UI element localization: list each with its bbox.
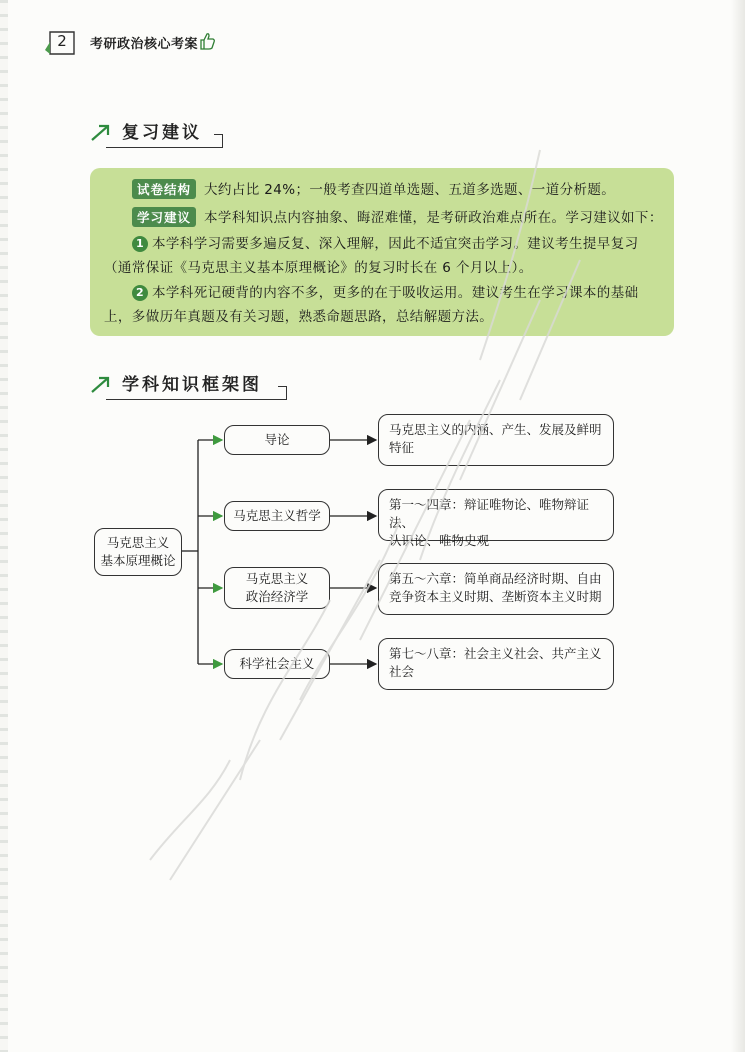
branch-node-introduction (224, 425, 330, 455)
detail-line1: 第五～六章：简单商品经济时期、自由 (389, 571, 602, 586)
detail-line2: 竞争资本主义时期、垄断资本主义时期 (389, 589, 602, 604)
branch-node-political-economy (224, 567, 330, 609)
point1-line2: （通常保证《马克思主义基本原理概论》的复习时长在 6 个月以上）。 (104, 260, 533, 276)
point1-text1: 本学科学习需要多遍反复、深入理解，因此不适宜突击学习。建议考生提早复习 (152, 236, 639, 252)
advice-intro-text: 本学科知识点内容抽象、晦涩难懂，是考研政治难点所在。学习建议如下： (204, 210, 663, 226)
branch-node-scientific-socialism (224, 649, 330, 679)
branch-node-philosophy (224, 501, 330, 531)
section-title: 复习建议 (122, 123, 202, 143)
structure-tag: 试卷结构 (132, 179, 196, 199)
root-label-line1: 马克思主义 (106, 535, 170, 550)
point2-number: 2 (132, 285, 148, 301)
detail-line2: 认识论、唯物史观 (389, 533, 490, 548)
branch-label-line2: 政治经济学 (245, 589, 309, 604)
branch-label: 科学社会主义 (239, 656, 315, 671)
page-number: 2 (57, 32, 67, 50)
advice-tag: 学习建议 (132, 207, 196, 227)
point2-text1: 本学科死记硬背的内容不多，更多的在于吸收运用。建议考生在学习课本的基础 (152, 285, 639, 301)
detail-line1: 马克思主义的内涵、产生、发展及鲜明 (389, 422, 602, 437)
detail-node-political-economy (378, 563, 614, 615)
detail-node-philosophy (378, 489, 614, 548)
branch-label: 马克思主义哲学 (233, 508, 321, 523)
root-node (94, 528, 182, 576)
section-title: 学科知识框架图 (122, 375, 262, 395)
detail-line2: 特征 (389, 440, 415, 455)
detail-line2: 社会 (389, 664, 415, 679)
branch-label: 导论 (264, 432, 290, 447)
structure-text: 大约占比 24%；一般考查四道单选题、五道多选题、一道分析题。 (204, 182, 616, 198)
point2-line2: 上，多做历年真题及有关习题，熟悉命题思路，总结解题方法。 (104, 309, 494, 325)
branch-label-line1: 马克思主义 (245, 571, 309, 586)
detail-node-introduction (378, 414, 614, 466)
detail-line1: 第七～八章：社会主义社会、共产主义 (389, 646, 602, 661)
point1-number: 1 (132, 236, 148, 252)
root-label-line2: 基本原理概论 (100, 553, 176, 568)
detail-line1: 第一～四章：辩证唯物论、唯物辩证法、 (389, 497, 590, 530)
detail-node-scientific-socialism (378, 638, 614, 690)
book-title: 考研政治核心考案 (90, 37, 199, 52)
